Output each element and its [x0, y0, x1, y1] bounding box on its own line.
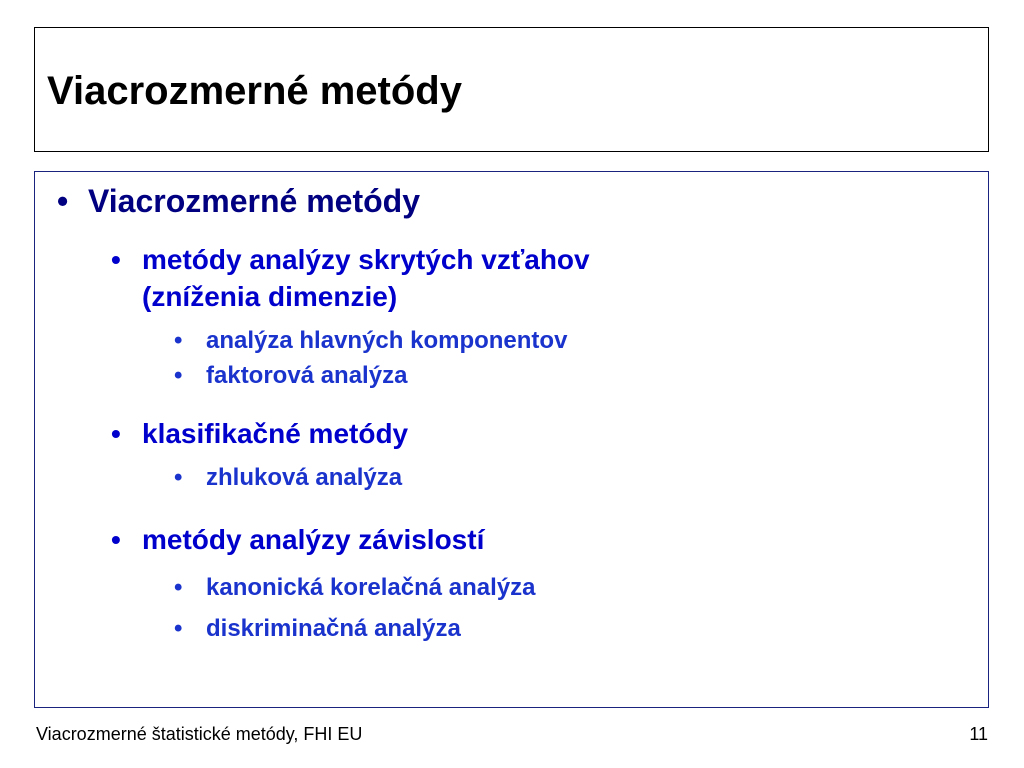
bullet-dot-icon: •: [174, 327, 183, 354]
bullet-dot-icon: •: [57, 183, 69, 219]
bullet-group-label: metódy analýzy závislostí: [142, 524, 485, 555]
bullet-item-text: zhluková analýza: [206, 464, 403, 491]
bullet-heading-text: Viacrozmerné metódy: [88, 183, 420, 219]
bullet-dot-icon: •: [111, 524, 121, 555]
footer-course-title: Viacrozmerné štatistické metódy, FHI EU: [36, 724, 363, 744]
bullet-dot-icon: •: [111, 418, 121, 449]
bullet-dot-icon: •: [174, 615, 183, 642]
bullet-item-text: diskriminačná analýza: [206, 615, 461, 642]
bullet-group-label: metódy analýzy skrytých vzťahov: [142, 244, 590, 275]
bullet-dot-icon: •: [174, 362, 183, 389]
slide-title: Viacrozmerné metódy: [47, 69, 462, 113]
page-number: 11: [969, 724, 988, 744]
bullet-dot-icon: •: [174, 464, 183, 491]
bullet-item-text: analýza hlavných komponentov: [206, 327, 568, 354]
bullet-group-label: klasifikačné metódy: [142, 418, 409, 449]
bullet-item-text: faktorová analýza: [206, 362, 408, 389]
bullet-dot-icon: •: [174, 574, 183, 601]
content-frame: [34, 171, 989, 708]
bullet-group-label-continuation: (zníženia dimenzie): [142, 281, 398, 312]
bullet-dot-icon: •: [111, 244, 121, 275]
title-frame: [34, 27, 989, 152]
bullet-item-text: kanonická korelačná analýza: [206, 574, 536, 601]
